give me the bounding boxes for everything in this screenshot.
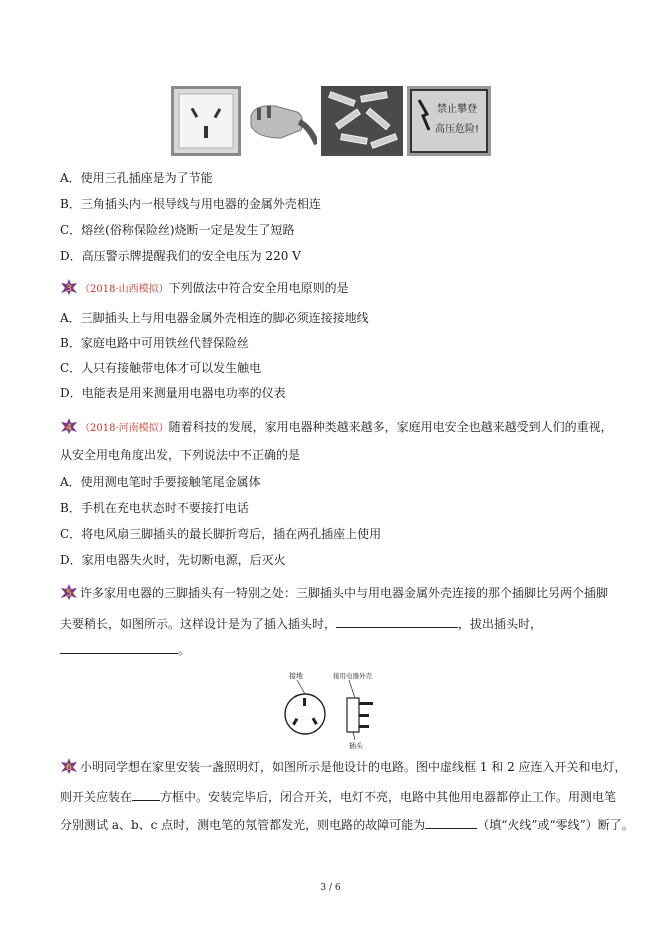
question-text: 许多家用电器的三脚插头有一特别之处：三脚插头中与用电器金属外壳连接的那个插脚比另两个插脚 [80,586,609,600]
three-pin-plug-image [245,86,317,156]
option-c: C．将电风扇三脚插头的最长脚折弯后，插在两孔插座上使用 [60,527,382,541]
svg-text:5: 5 [66,589,72,599]
option-b: B．手机在充电状态时不要接打电话 [60,501,249,515]
answer-blank-3[interactable] [132,787,160,801]
question-text: （填“火线”或“零线”）断了。 [477,818,634,832]
fuses-image [321,86,403,156]
question-number-badge-icon [60,418,78,434]
question-source: （2018·河南模拟） [80,423,169,434]
option-d: D．高压警示牌提醒我们的安全电压为 220 V [60,249,301,263]
svg-text:3: 3 [66,284,72,294]
option-b: B．三角插头内一根导线与用电器的金属外壳相连 [60,197,321,211]
option-a: A．三脚插头上与用电器金属外壳相连的脚必须连接接地线 [60,311,369,325]
svg-text:6: 6 [66,763,72,773]
warning-sign-image [407,86,491,156]
question-6-line3 [60,815,634,833]
question-number-badge-icon [60,758,78,774]
question-6-line1 [60,758,627,775]
question-5-line3 [60,640,190,658]
option-c: C．熔丝(俗称保险丝)烧断一定是发生了短路 [60,223,295,237]
question-text: 小明同学想在家里安装一盏照明灯，如图所示是他设计的电路。图中虚线框 1 和 2 应连入开关和电灯， [80,760,627,774]
option-b: B．家庭电路中可用铁丝代替保险丝 [60,336,249,350]
three-hole-socket-image [171,86,241,156]
question-text: 分别测试 a、b、c 点时，测电笔的氖管都发光，则电路的故障可能为 [60,818,426,832]
answer-blank-1[interactable] [336,614,458,628]
option-a: A．使用测电笔时手要接触笔尾金属体 [60,475,261,489]
option-d: D．电能表是用来测量用电器电功率的仪表 [60,386,286,400]
page-number: 3 / 6 [320,883,341,893]
sign-text-2: 高压危险! [435,124,480,135]
question-4-stem [60,418,613,437]
answer-blank-2[interactable] [60,640,178,654]
question-source: （2018·山西模拟） [80,284,169,295]
option-c: C．人只有接触带电体才可以发生触电 [60,361,262,375]
question-5-line1 [60,584,608,601]
question-text: 随着科技的发展，家用电器种类越来越多，家庭用电安全也越来越受到人们的重视， [168,420,613,434]
option-d: D．家用电器失火时，先切断电源，后灭火 [60,553,286,567]
question-number-badge-icon [60,279,78,295]
question-text: 下列做法中符合安全用电原则的是 [168,281,349,295]
question-6-line2 [60,787,616,805]
question-3-stem [60,279,349,298]
sign-text-1: 禁止攀登 [437,104,477,115]
option-a: A．使用三孔插座是为了节能 [60,171,213,185]
question-4-stem-line2: 从安全用电角度出发，下列说法中不正确的是 [60,448,301,462]
question-text: 夫要稍长，如图所示。这样设计是为了插入插头时， [60,617,337,631]
label-plug: 插头 [349,742,363,750]
question-text: 则开关应装在 [60,790,133,804]
question-text: 方框中。安装完毕后，闭合开关，电灯不亮，电路中其他用电器都停止工作。用测电笔 [160,790,617,804]
question-number-badge-icon [60,584,78,600]
answer-blank-4[interactable] [425,815,477,829]
label-shell: 接用电器外壳 [333,672,372,680]
socket-plug-figure [275,668,391,750]
question-5-line2 [60,614,542,632]
question-text: 。 [178,643,191,657]
svg-text:4: 4 [66,423,72,433]
question-text: ，拔出插头时， [458,617,543,631]
label-ground: 接地 [289,672,303,680]
